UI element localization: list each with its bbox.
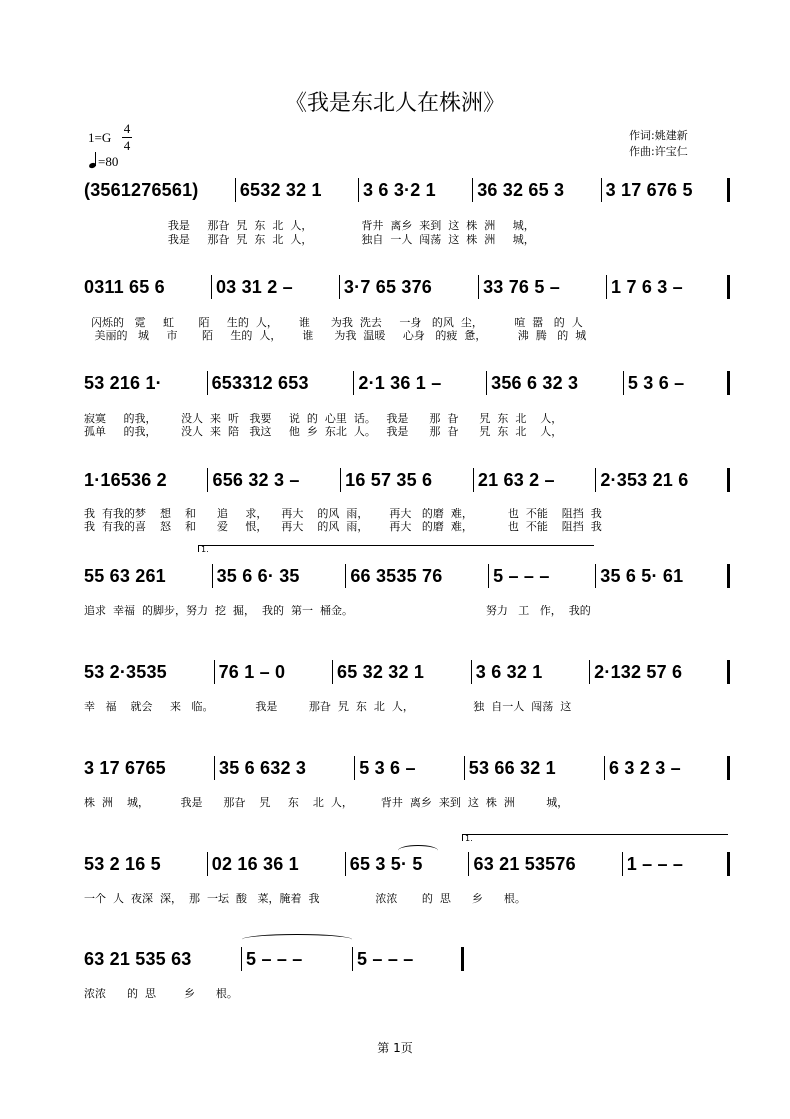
measure: 63 21 53576: [469, 850, 622, 878]
measure: 6532 32 1: [236, 176, 359, 204]
lyric-line-1: 寂寞 的我， 没人 来 听 我要 说 的 心里 话。 我是 那 旮 旯 东 北 人，: [84, 413, 563, 425]
lyric-line-2: 孤单 的我， 没人 来 陪 我这 他 乡 东北 人。 我是 那 旮 旯 东 北 人，: [84, 426, 563, 438]
lyric-line-2: 美丽的 城 市 陌 生的 人， 谁 为我 温暖 心身 的疲 惫， 沸 腾 的 城: [84, 330, 587, 342]
measure: 653312 653: [208, 369, 355, 397]
measure: 35 6 5· 61: [596, 562, 730, 590]
measure: 35 6 6· 35: [213, 562, 347, 590]
first-ending-bracket: [198, 545, 594, 552]
tie-arc: [242, 934, 352, 945]
measure: 76 1 – 0: [215, 658, 333, 686]
volta-label: 1.: [465, 834, 473, 843]
lyric-line-1: 一个 人 夜深 深， 那 一坛 酸 菜，腌着 我 浓浓 的 思 乡 根。: [84, 893, 526, 905]
measure: 33 76 5 –: [479, 273, 607, 301]
measure: 5 – – –: [489, 562, 596, 590]
measure: 2·132 57 6: [590, 658, 730, 686]
measure: 53 66 32 1: [465, 754, 605, 782]
lyric-line-1: 追求 幸福 的脚步，努力 挖 掘， 我的 第一 桶金。 努力 工 作， 我的: [84, 605, 591, 617]
measure: 03 31 2 –: [212, 273, 340, 301]
lyricist: 作词:姚建新: [629, 129, 688, 142]
measure: 5 – – –: [242, 945, 353, 973]
measure: 5 3 6 –: [355, 754, 465, 782]
measure: 3 17 6765: [80, 754, 215, 782]
notation-line: [80, 945, 464, 973]
lyric-line-1: 幸 福 就会 来 临。 我是 那旮 旯 东 北 人， 独 自一人 闯荡 这: [84, 701, 572, 713]
first-ending-bracket: [462, 834, 728, 841]
tempo-value: =80: [98, 154, 119, 169]
measure: 16 57 35 6: [341, 466, 474, 494]
tempo-marking: [88, 152, 118, 170]
measure: 3 6 3·2 1: [359, 176, 473, 204]
lyric-line-1: 闪烁的 霓 虹 陌 生的 人， 谁 为我 洗去 一身 的风 尘， 喧 嚣 的 人: [84, 317, 583, 329]
measure: 2·1 36 1 –: [354, 369, 487, 397]
notation-line: [80, 850, 730, 878]
time-signature: [122, 121, 132, 154]
measure: (3561276561): [80, 176, 236, 204]
measure: 53 2 16 5: [80, 850, 208, 878]
measure: 55 63 261: [80, 562, 213, 590]
measure: 66 3535 76: [346, 562, 489, 590]
lyric-line-1: 株 洲 城， 我是 那旮 旯 东 北 人， 背井 离乡 来到 这 株 洲 城，: [84, 797, 569, 809]
measure: 3 6 32 1: [472, 658, 590, 686]
measure: 1·16536 2: [80, 466, 208, 494]
key-signature: 1=G: [88, 130, 112, 145]
lyric-line-1: 我 有我的梦 想 和 追 求， 再大 的风 雨， 再大 的磨 难， 也 不能 阻挡 我: [84, 508, 602, 520]
measure: 2·353 21 6: [596, 466, 730, 494]
measure: 656 32 3 –: [208, 466, 341, 494]
measure: 0311 65 6: [80, 273, 212, 301]
meter-top: 4: [123, 121, 131, 136]
measure: 1 – – –: [623, 850, 730, 878]
notation-line: [80, 369, 730, 397]
volta-label: 1.: [201, 545, 209, 554]
page-number: 第 1页: [377, 1041, 413, 1055]
notation-line: [80, 176, 730, 204]
composer: 作曲:许宝仁: [629, 145, 688, 158]
measure: 35 6 632 3: [215, 754, 355, 782]
measure: 6 3 2 3 –: [605, 754, 730, 782]
song-title: 《我是东北人在株洲》: [284, 91, 505, 116]
measure: 356 6 32 3: [487, 369, 624, 397]
notation-line: [80, 273, 730, 301]
measure: 1 7 6 3 –: [607, 273, 730, 301]
notation-line: [80, 658, 730, 686]
measure: 3·7 65 376: [340, 273, 479, 301]
measure: 63 21 535 63: [80, 945, 242, 973]
notation-line: [80, 562, 730, 590]
measure: 02 16 36 1: [208, 850, 346, 878]
notation-line: [80, 466, 730, 494]
lyric-line-2: 我是 那旮 旯 东 北 人， 独自 一人 闯荡 这 株 洲 城，: [84, 234, 535, 246]
measure: 21 63 2 –: [474, 466, 596, 494]
quarter-note-icon: [88, 152, 98, 168]
measure: 53 2·3535: [80, 658, 215, 686]
measure: 65 32 32 1: [333, 658, 472, 686]
measure: 53 216 1·: [80, 369, 208, 397]
measure: 65 3 5· 5: [346, 850, 470, 878]
lyric-line-2: 我 有我的喜 怒 和 爱 恨， 再大 的风 雨， 再大 的磨 难， 也 不能 阻挡 我: [84, 521, 602, 533]
measure: 36 32 65 3: [473, 176, 601, 204]
measure: 3 17 676 5: [602, 176, 730, 204]
lyric-line-1: 浓浓 的 思 乡 根。: [84, 988, 238, 1000]
measure: 5 3 6 –: [624, 369, 730, 397]
measure: 5 – – –: [353, 945, 464, 973]
notation-line: [80, 754, 730, 782]
credits: [629, 128, 688, 160]
lyric-line-1: 我是 那旮 旯 东 北 人， 背井 离乡 来到 这 株 洲 城，: [84, 220, 535, 232]
meter-bottom: 4: [123, 138, 131, 153]
